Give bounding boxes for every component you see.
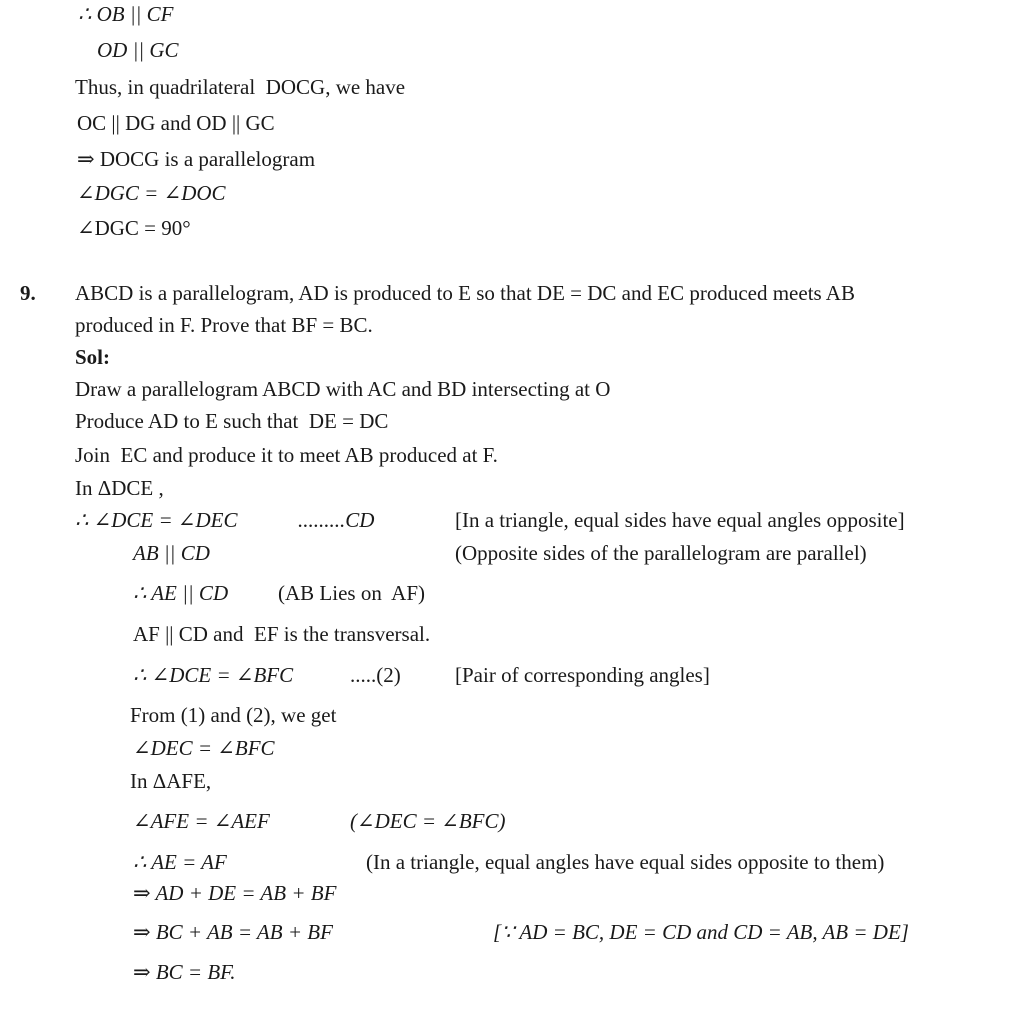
solution-line: Produce AD to E such that DE = DC (75, 409, 389, 433)
reason: (AB Lies on AF) (278, 581, 425, 605)
equation-tag: .....(2) (350, 663, 401, 687)
math-line: ∴ ∠DCE = ∠BFC (133, 663, 294, 687)
math-line: ∴ ∠DCE = ∠DEC (75, 508, 238, 532)
solution-line: Join EC and produce it to meet AB produced at F. (75, 443, 498, 467)
math-line: OD || GC (97, 38, 179, 62)
question-text: produced in F. Prove that BF = BC. (75, 313, 373, 337)
math-line: AF || CD and EF is the transversal. (133, 622, 431, 646)
reason: [In a triangle, equal sides have equal angles opposite] (455, 508, 905, 532)
math-line: ⇒ DOCG is a parallelogram (77, 147, 316, 171)
reason: (∠DEC = ∠BFC) (350, 809, 506, 833)
solution-line: In ΔDCE , (75, 476, 164, 500)
math-line: ∴ AE = AF (133, 850, 227, 874)
reason: (In a triangle, equal angles have equal sides opposite to them) (366, 850, 885, 874)
math-line: ∠DGC = ∠DOC (77, 181, 226, 205)
math-line: ∴ OB || CF (78, 2, 174, 26)
text-line: Thus, in quadrilateral DOCG, we have (75, 75, 406, 99)
math-line: ⇒ BC = BF. (133, 960, 236, 984)
question-text: ABCD is a parallelogram, AD is produced to E so that DE = DC and EC produced meets AB (75, 281, 855, 305)
math-line: ⇒ BC + AB = AB + BF (133, 920, 333, 944)
reason: [∵ AD = BC, DE = CD and CD = AB, AB = DE] (493, 920, 909, 944)
math-line: ∴ AE || CD (133, 581, 229, 605)
math-line: AB || CD (133, 541, 210, 565)
reason: (Opposite sides of the parallelogram are parallel) (455, 541, 867, 565)
solution-line: In ΔAFE, (130, 769, 212, 793)
solution-line: From (1) and (2), we get (130, 703, 337, 727)
math-line: ⇒ AD + DE = AB + BF (133, 881, 337, 905)
reason: [Pair of corresponding angles] (455, 663, 710, 687)
equation-tag: .........CD (298, 508, 375, 532)
math-line: OC || DG and OD || GC (77, 111, 275, 135)
math-line: ∠DEC = ∠BFC (133, 736, 275, 760)
solution-heading: Sol: (75, 345, 111, 369)
question-number: 9. (20, 281, 36, 305)
math-line: ∠DGC = 90° (77, 216, 191, 240)
math-line: ∠AFE = ∠AEF (133, 809, 270, 833)
solution-line: Draw a parallelogram ABCD with AC and BD intersecting at O (75, 377, 611, 401)
